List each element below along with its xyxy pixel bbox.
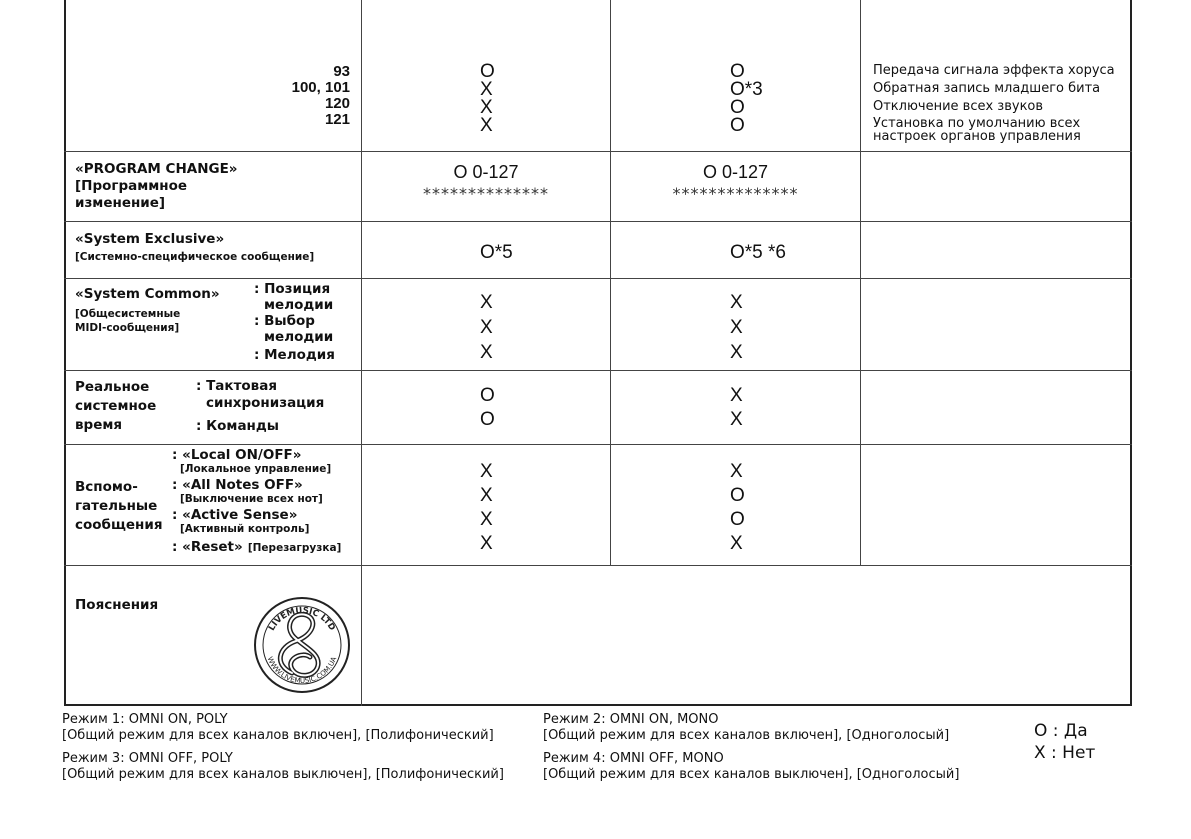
recognized-control-values xyxy=(730,63,763,135)
system-common-sub: MIDI-сообщения] xyxy=(75,322,180,334)
control-number: 120 xyxy=(324,95,350,112)
mode-title: Режим 2: OMNI ON, MONO xyxy=(543,712,719,727)
program-change-label xyxy=(75,161,238,212)
row-divider-2 xyxy=(64,221,1132,222)
aux-title: Вспомо- xyxy=(75,479,138,495)
remark-line: Обратная запись младшего бита xyxy=(873,81,1101,96)
system-common-items xyxy=(254,281,335,363)
transmitted-control-values xyxy=(480,63,495,135)
realtime-item: синхронизация xyxy=(206,395,325,411)
column-divider-2 xyxy=(610,0,611,565)
row-divider-6 xyxy=(64,565,1132,566)
column-divider-1 xyxy=(361,0,362,706)
realtime-recognized xyxy=(730,384,743,432)
remark-line: Установка по умолчанию всех xyxy=(873,116,1081,131)
mode-description: [Общий режим для всех каналов включен], [Одноголосый] xyxy=(543,728,950,743)
program-change-sub: изменение] xyxy=(75,195,166,211)
realtime-item: : Команды xyxy=(196,418,279,434)
system-common-label xyxy=(75,286,220,335)
aux-reset-line xyxy=(172,538,341,556)
common-item: : Мелодия xyxy=(254,347,335,363)
mode-title: Режим 1: OMNI ON, POLY xyxy=(62,712,228,727)
aux-item-sub: [Перезагрузка] xyxy=(247,542,342,554)
remark-line: настроек органов управления xyxy=(873,129,1081,144)
row-divider-3 xyxy=(64,278,1132,279)
common-value: X xyxy=(730,317,743,338)
legend-no: X : Нет xyxy=(1034,743,1096,763)
realtime-title: Реальное xyxy=(75,379,150,395)
logo-top-text: LIVEMUSIC LTD xyxy=(267,605,337,633)
aux-recognized xyxy=(730,460,745,556)
aux-item-sub: [Локальное управление] xyxy=(180,463,332,475)
realtime-value: X xyxy=(730,385,743,406)
aux-value: X xyxy=(480,485,493,506)
program-range: O 0-127 xyxy=(453,162,519,182)
control-number: 93 xyxy=(333,63,350,80)
common-value: X xyxy=(730,292,743,313)
aux-items xyxy=(172,448,341,556)
system-exclusive-label xyxy=(75,231,314,264)
common-value: X xyxy=(480,317,493,338)
program-stars: ************** xyxy=(423,184,549,203)
common-item: мелодии xyxy=(264,297,334,313)
aux-value: X xyxy=(480,509,493,530)
symbol-legend xyxy=(1034,720,1095,764)
aux-value: X xyxy=(480,461,493,482)
aux-value: X xyxy=(730,461,743,482)
system-common-transmitted xyxy=(480,290,493,365)
control-number: 121 xyxy=(324,111,350,128)
column-divider-3 xyxy=(860,0,861,565)
aux-item: : «Active Sense» xyxy=(172,507,298,523)
aux-item: : «Local ON/OFF» xyxy=(172,447,302,463)
mode-title: Режим 4: OMNI OFF, MONO xyxy=(543,751,724,766)
livemusic-logo xyxy=(252,595,352,695)
mode-title: Режим 3: OMNI OFF, POLY xyxy=(62,751,233,766)
aux-item: : «All Notes OFF» xyxy=(172,477,303,493)
system-exclusive-transmitted: O*5 xyxy=(480,242,513,263)
program-stars: ************** xyxy=(672,184,799,203)
mode-3 xyxy=(62,751,504,783)
realtime-transmitted xyxy=(480,384,495,432)
aux-item: : «Reset» xyxy=(172,539,243,555)
aux-value: X xyxy=(480,533,493,554)
aux-value: O xyxy=(730,509,745,530)
realtime-value: X xyxy=(730,409,743,430)
system-common-recognized xyxy=(730,290,743,365)
mode-description: [Общий режим для всех каналов выключен], [Одноголосый] xyxy=(543,767,960,782)
program-change-transmitted xyxy=(362,160,610,203)
realtime-item: : Тактовая xyxy=(196,378,277,394)
control-numbers xyxy=(200,64,350,128)
aux-transmitted xyxy=(480,460,493,556)
transmitted-value: X xyxy=(480,115,493,136)
aux-item-sub: [Выключение всех нот] xyxy=(180,493,323,505)
svg-text:LIVEMUSIC LTD xyxy=(267,606,337,633)
realtime-title: время xyxy=(75,417,123,433)
row-divider-4 xyxy=(64,370,1132,371)
mode-2 xyxy=(543,712,949,744)
transmitted-value: O xyxy=(480,61,495,82)
transmitted-value: X xyxy=(480,79,493,100)
remarks-label: Пояснения xyxy=(75,597,159,613)
row-divider-1 xyxy=(64,151,1132,152)
common-item: : Выбор xyxy=(254,313,315,329)
realtime-items xyxy=(196,378,324,435)
system-exclusive-recognized: O*5 *6 xyxy=(730,242,786,263)
control-number: 100, 101 xyxy=(291,79,350,96)
recognized-value: O*3 xyxy=(730,79,763,100)
program-change-sub: [Программное xyxy=(75,178,188,194)
program-change-title: «PROGRAM CHANGE» xyxy=(75,161,238,177)
mode-description: [Общий режим для всех каналов выключен], [Полифонический] xyxy=(62,767,504,782)
system-exclusive-sub: [Системно-специфическое сообщение] xyxy=(75,251,315,263)
mode-4 xyxy=(543,751,959,783)
recognized-value: O xyxy=(730,97,745,118)
system-exclusive-title: «System Exclusive» xyxy=(75,231,225,247)
realtime-value: O xyxy=(480,409,495,430)
system-common-title: «System Common» xyxy=(75,286,220,302)
control-remarks xyxy=(873,63,1131,143)
aux-value: X xyxy=(730,533,743,554)
svg-text:WWW.LIVEMUSIC.COM.UA xyxy=(266,656,339,686)
realtime-title: системное xyxy=(75,398,157,414)
common-item: мелодии xyxy=(264,329,334,345)
recognized-value: O xyxy=(730,61,745,82)
aux-value: O xyxy=(730,485,745,506)
common-item: : Позиция xyxy=(254,281,331,297)
legend-yes: O : Да xyxy=(1034,721,1088,741)
aux-title: сообщения xyxy=(75,517,163,533)
common-value: X xyxy=(480,342,493,363)
system-common-sub: [Общесистемные xyxy=(75,308,181,320)
row-divider-5 xyxy=(64,444,1132,445)
remark-line: Отключение всех звуков xyxy=(873,99,1044,114)
realtime-value: O xyxy=(480,385,495,406)
common-value: X xyxy=(480,292,493,313)
mode-description: [Общий режим для всех каналов включен], [Полифонический] xyxy=(62,728,494,743)
recognized-value: O xyxy=(730,115,745,136)
mode-1 xyxy=(62,712,494,744)
aux-title: гательные xyxy=(75,498,158,514)
program-range: O 0-127 xyxy=(702,162,769,182)
program-change-recognized xyxy=(611,160,860,203)
realtime-label xyxy=(75,378,156,435)
aux-item-sub: [Активный контроль] xyxy=(180,523,310,535)
aux-messages-label xyxy=(75,478,163,535)
remark-line: Передача сигнала эффекта хоруса xyxy=(873,63,1115,78)
common-value: X xyxy=(730,342,743,363)
livemusic-logo-graphic xyxy=(252,595,352,695)
transmitted-value: X xyxy=(480,97,493,118)
logo-bottom-text: WWW.LIVEMUSIC.COM.UA xyxy=(265,655,339,686)
